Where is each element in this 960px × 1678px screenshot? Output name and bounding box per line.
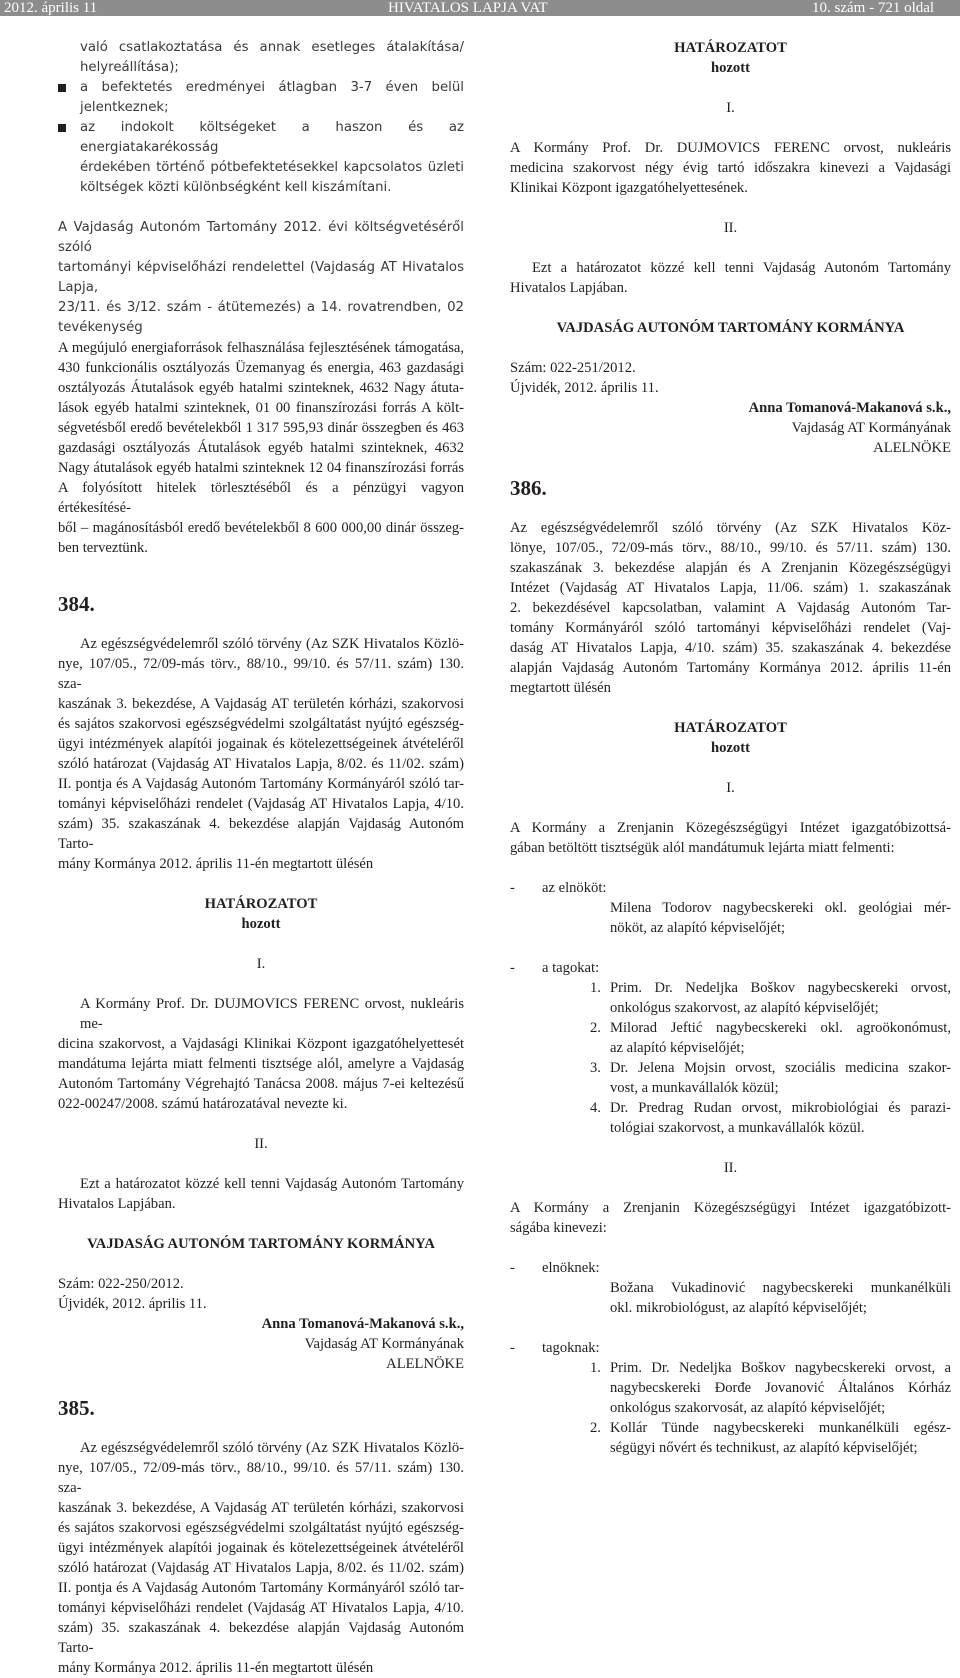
text-line: ügyi intézmények alapítói jogainak és kötelezettségeinek átvételéről <box>58 736 464 752</box>
signer-title: ALELNÖKE <box>386 1356 464 1372</box>
numbered-item: 2. Kollár Tünde nagybecskereki munkanélküli egész- ségügyi nővért és technikust, az alapító képviselőjét; <box>590 1420 951 1456</box>
intro-block <box>58 38 464 338</box>
text-line: tológiai szakorvost, a munkavállalók közül. <box>610 1120 865 1136</box>
text-line: megtartott ülésén <box>510 680 611 696</box>
place-date: Újvidék, 2012. április 11. <box>510 380 659 396</box>
roman-numeral-2: II. <box>723 220 738 236</box>
text-line: tomány Kormányáról szóló tartományi képviselőházi rendelet (Vaj- <box>510 620 951 636</box>
text-line: szám) 35. szakaszának 4. bekezdése alapján Vajdaság Autonóm Tarto- <box>58 1620 464 1656</box>
text-line: osztályozás Átutalások egyéb hatalmi szinteknek, 4632 Nagy átuta- <box>58 380 464 396</box>
text-line: Dr. Predrag Rudan orvost, mikrobiológiai és parazi- <box>610 1100 951 1116</box>
text-line: gában betöltött tisztségük alól mandátumuk lejárta miatt felmenti: <box>510 840 895 856</box>
section-number-385: 385. <box>58 1396 95 1420</box>
signer-role: Vajdaság AT Kormányának <box>304 1336 464 1352</box>
text-line: Hivatalos Lapjában. <box>510 280 628 296</box>
signer-name: Anna Tomanová-Makanová s.k., <box>748 400 951 416</box>
numbered-item: 1. Prim. Dr. Nedeljka Boškov nagybecskereki orvost, onkológus szakorvost, az alapító képviselőjét; <box>590 980 951 1016</box>
decision-title: HATÁROZATOT <box>204 896 318 912</box>
right-column <box>510 38 951 1458</box>
signature-block <box>58 1314 464 1374</box>
text-line: okl. mikrobiológust, az alapító képviselőjét; <box>610 1300 867 1316</box>
text-line: szóló határozat (Vajdaság AT Hivatalos Lapja, 8/02. és 11/02. szám) <box>58 1560 464 1576</box>
text-line: Az egészségvédelemről szóló törvény (Az SZK Hivatalos Közlö- <box>80 636 464 652</box>
section-385-body-2 <box>510 258 951 298</box>
numbered-item: 1. Prim. Dr. Nedeljka Boškov nagybecskereki orvost, a nagybecskereki Đorđe Jovanović Általános Kórház onkológus szakorvosát, az alapító képviselőjét; <box>590 1360 951 1416</box>
text-line: Milorad Jeftić nagybecskereki okl. agroökonómust, <box>610 1020 951 1036</box>
government-name: VAJDASÁG AUTONÓM TARTOMÁNY KORMÁNYA <box>556 320 905 336</box>
section-number-384: 384. <box>58 592 95 616</box>
section-385-body-1 <box>510 138 951 198</box>
text-line: Ezt a határozatot közzé kell tenni Vajdaság Autonóm Tartomány <box>80 1176 464 1192</box>
text-line: Az egészségvédelemről szóló törvény (Az SZK Hivatalos Köz- <box>510 520 951 536</box>
roman-numeral-2: II. <box>723 1160 738 1176</box>
text-line: lások egyéb hatalmi szinteknek, 01 00 finanszírozási forrás A költ- <box>58 400 464 416</box>
decision-subtitle: hozott <box>711 60 750 76</box>
text-line: és sajátos szakorvosi egészségvédelmi szolgáltatást nyújtó egészség- <box>58 1520 464 1536</box>
text-line: onkológus szakorvost, az alapító képviselőjét; <box>610 1000 879 1016</box>
place-date: Újvidék, 2012. április 11. <box>58 1296 207 1312</box>
text-line: a befektetés eredményei átlagban 3-7 éven belül <box>80 80 464 95</box>
list-item: - elnöknek: <box>510 1260 600 1276</box>
bullet-item <box>58 78 464 118</box>
decision-subtitle: hozott <box>711 740 750 756</box>
text-line: 430 funkcionális osztályozás Üzemanyag és energia, 463 gazdasági <box>58 360 464 376</box>
document-number: Szám: 022-251/2012. <box>510 360 636 376</box>
text-line: dicina szakorvost, a Vajdasági Klinikai Központ igazgatóhelyettesét <box>58 1036 464 1052</box>
signer-role: Vajdaság AT Kormányának <box>791 420 951 436</box>
text-line: nököt, az alapító képviselőjét; <box>610 920 786 936</box>
section-386-body-2 <box>510 1198 951 1238</box>
text-line: ből – magánosításból eredő bevételekből 8 600 000,00 dinár összeg- <box>58 520 464 536</box>
text-line: és sajátos szakorvosi egészségvédelmi szolgáltatást nyújtó egészség- <box>58 716 464 732</box>
list-item-body <box>510 898 951 938</box>
text-line: Kollár Tünde nagybecskereki munkanélküli egész- <box>610 1420 951 1436</box>
list-item: - a tagokat: <box>510 960 600 976</box>
text-line: ségügyi nővért és technikust, az alapító képviselőjét; <box>610 1440 918 1456</box>
text-line: helyreállítása); <box>80 60 179 75</box>
text-line: szóló határozat (Vajdaság AT Hivatalos Lapja, 8/02. és 11/02. szám) <box>58 756 464 772</box>
text-line: mány Kormánya 2012. április 11-én megtartott ülésén <box>58 1660 374 1676</box>
numbered-item: 2. Milorad Jeftić nagybecskereki okl. agroökonómust, az alapító képviselőjét; <box>590 1020 951 1056</box>
header-journal: HIVATALOS LAPJA VAT <box>388 0 548 16</box>
text-line: tományi képviselőházi rendelet (Vajdaság AT Hivatalos Lapja, 4/10. <box>58 1600 464 1616</box>
text-line: Dr. Jelena Mojsin orvost, szociális medicina szakor- <box>610 1060 951 1076</box>
list-item: - tagoknak: <box>510 1340 600 1356</box>
section-385-preamble <box>58 1438 464 1678</box>
text-line: vost, a munkavállalók közül; <box>610 1080 779 1096</box>
budget-paragraph <box>58 338 464 558</box>
text-line: jelentkeznek; <box>80 100 169 115</box>
text-line: A Kormány Prof. Dr. DUJMOVICS FERENC orvost, nukleáris me- <box>80 996 464 1032</box>
text-line: szakaszának 3. bekezdése alapján és A Zrenjanin Közegészségügyi <box>510 560 951 576</box>
text-line: nye, 107/05., 72/09-más törv., 88/10., 99/10. és 57/11. szám) 130. sza- <box>58 656 464 692</box>
signer-name: Anna Tomanová-Makanová s.k., <box>261 1316 464 1332</box>
section-386-body-1 <box>510 818 951 858</box>
decision-subtitle: hozott <box>241 916 281 932</box>
text-line: gazdasági osztályozás Átutalások egyéb hatalmi szinteknek, 4632 <box>58 440 464 456</box>
section-384-body-1 <box>58 994 464 1114</box>
text-line: 23/11. és 3/12. szám - átütemezés) a 14. rovatrendben, 02 tevékenység <box>58 300 464 335</box>
text-line: A Vajdaság Autonóm Tartomány 2012. évi költségvetéséről szóló <box>58 220 464 255</box>
bullet-item <box>58 118 464 198</box>
numbered-item: 4. Dr. Predrag Rudan orvost, mikrobiológiai és parazi- tológiai szakorvost, a munkavállalók közül. <box>590 1100 951 1136</box>
section-386-preamble <box>510 518 951 698</box>
text-line: ben terveztünk. <box>58 540 148 556</box>
text-line: Intézet (Vajdaság AT Hivatalos Lapja, 11/06. szám) 1. szakaszának <box>510 580 951 596</box>
text-line: Ezt a határozatot közzé kell tenni Vajdaság Autonóm Tartomány <box>532 260 951 276</box>
text-line: nye, 107/05., 72/09-más törv., 88/10., 99/10. és 57/11. szám) 130. sza- <box>58 1460 464 1496</box>
signature-block <box>510 398 951 458</box>
text-line: tományi képviselőházi rendelet (Vajdaság AT Hivatalos Lapja, 4/10. <box>58 796 464 812</box>
text-line: alapján Vajdaság Autonóm Tartomány Kormánya 2012. április 11-én <box>510 660 951 676</box>
numbered-item: 3. Dr. Jelena Mojsin orvost, szociális medicina szakor- vost, a munkavállalók közül; <box>590 1060 951 1096</box>
text-line: ügyi intézmények alapítói jogainak és kötelezettségeinek átvételéről <box>58 1540 464 1556</box>
text-line: ségvetésből eredő bevételekből 1 317 595,93 dinár összegben és 463 <box>58 420 464 436</box>
text-line: A megújuló energiaforrások felhasználása fejlesztésének támogatása, <box>58 340 464 356</box>
text-line: szám) 35. szakaszának 4. bekezdése alapján Vajdaság Autonóm Tarto- <box>58 816 464 852</box>
text-line: az alapító képviselőjét; <box>610 1040 745 1056</box>
text-line: daság AT Hivatalos Lapja, 4/10. szám) 35. szakaszának 4. bekezdése <box>510 640 951 656</box>
text-line: nagybecskereki Đorđe Jovanović Általános Kórház <box>610 1380 951 1396</box>
text-line: lönye, 107/05., 72/09-más törv., 88/10., 99/10. és 57/11. szám) 130. <box>510 540 951 556</box>
text-line: Az egészségvédelemről szóló törvény (Az SZK Hivatalos Közlö- <box>80 1440 464 1456</box>
text-line: onkológus szakorvosát, az alapító képviselőjét; <box>610 1400 886 1416</box>
text-line: tartományi képviselőházi rendelettel (Vajdaság AT Hivatalos Lapja, <box>58 260 464 295</box>
signer-title: ALELNÖKE <box>873 440 951 456</box>
text-line: 2. bekezdésével kapcsolatban, valamint A Vajdaság Autonóm Tar- <box>510 600 951 616</box>
decision-title: HATÁROZATOT <box>674 720 787 736</box>
text-line: Nagy átutalások egyéb hatalmi szinteknek 12 04 finanszírozási forrás <box>58 460 464 476</box>
section-384-body-2 <box>58 1174 464 1214</box>
list-item: - az elnököt: <box>510 880 607 896</box>
text-line: költségek közti különbségként kell kiszámítani. <box>80 180 392 195</box>
text-line: Klinikai Központ igazgatóhelyettesének. <box>510 180 748 196</box>
text-line: mány Kormánya 2012. április 11-én megtartott ülésén <box>58 856 374 872</box>
list-label: az elnököt: <box>542 880 607 896</box>
text-line: II. pontja és A Vajdaság Autonóm Tartomány Kormányáról szóló tar- <box>58 1580 464 1596</box>
text-line: A folyósított hitelek törlesztéséből és a pénzügyi vagyon értékesítésé- <box>58 480 464 516</box>
list-item-body <box>510 1278 951 1318</box>
section-number-386: 386. <box>510 476 547 500</box>
header-page: 10. szám - 721 oldal <box>812 0 935 16</box>
list-label: tagoknak: <box>542 1340 600 1356</box>
roman-numeral-1: I. <box>726 100 735 116</box>
section-384-preamble <box>58 634 464 874</box>
text-line: Hivatalos Lapjában. <box>58 1196 176 1212</box>
text-line: medicina szakorvost négy évig tartó időszakra kinevezi a Vajdasági <box>510 160 951 176</box>
text-line: való csatlakoztatása és annak esetleges átalakítása/ <box>80 40 464 55</box>
text-line: A Kormány a Zrenjanin Közegészségügyi Intézet igazgatóbizottsá- <box>510 820 951 836</box>
text-line: II. pontja és A Vajdaság Autonóm Tartomány Kormányáról szóló tar- <box>58 776 464 792</box>
document-number: Szám: 022-250/2012. <box>58 1276 184 1292</box>
text-line: A Kormány a Zrenjanin Közegészségügyi Intézet igazgatóbizott- <box>510 1200 951 1216</box>
text-line: az indokolt költségeket a haszon és az energiatakarékosság <box>80 120 464 155</box>
text-line: kaszának 3. bekezdése, A Vajdaság AT területén kórházi, szakorvosi <box>58 1500 464 1516</box>
page-header <box>0 0 960 16</box>
roman-numeral-1: I. <box>726 780 735 796</box>
text-line: Autonóm Tartomány Végrehajtó Tanácsa 2008. május 7-ei keltezésű <box>58 1076 464 1092</box>
text-line: Prim. Dr. Nedeljka Boškov nagybecskereki orvost, <box>610 980 951 996</box>
left-column <box>58 38 464 1678</box>
text-line: 022-00247/2008. számú határozatával nevezte ki. <box>58 1096 348 1112</box>
text-line: A Kormány Prof. Dr. DUJMOVICS FERENC orvost, nukleáris <box>510 140 951 156</box>
text-line: Božana Vukadinović nagybecskereki munkanélküli <box>610 1280 951 1296</box>
roman-numeral-1: I. <box>256 956 266 972</box>
text-line: érdekében történő pótbefektetésekkel kapcsolatos üzleti <box>80 160 464 175</box>
text-line: mandátuma lejárta miatt felmenti tisztsége alól, amelyre a Vajdaság <box>58 1056 464 1072</box>
decision-title: HATÁROZATOT <box>674 40 787 56</box>
text-line: Milena Todorov nagybecskereki okl. geológiai mér- <box>610 900 951 916</box>
government-name: VAJDASÁG AUTONÓM TARTOMÁNY KORMÁNYA <box>87 1236 435 1252</box>
text-line: ságába kinevezi: <box>510 1220 607 1236</box>
list-label: a tagokat: <box>542 960 600 976</box>
list-label: elnöknek: <box>542 1260 600 1276</box>
text-line: Prim. Dr. Nedeljka Boškov nagybecskereki orvost, a <box>610 1360 951 1376</box>
roman-numeral-2: II. <box>254 1136 268 1152</box>
header-date: 2012. április 11 <box>4 0 98 16</box>
text-line: kaszának 3. bekezdése, A Vajdaság AT területén kórházi, szakorvosi <box>58 696 464 712</box>
